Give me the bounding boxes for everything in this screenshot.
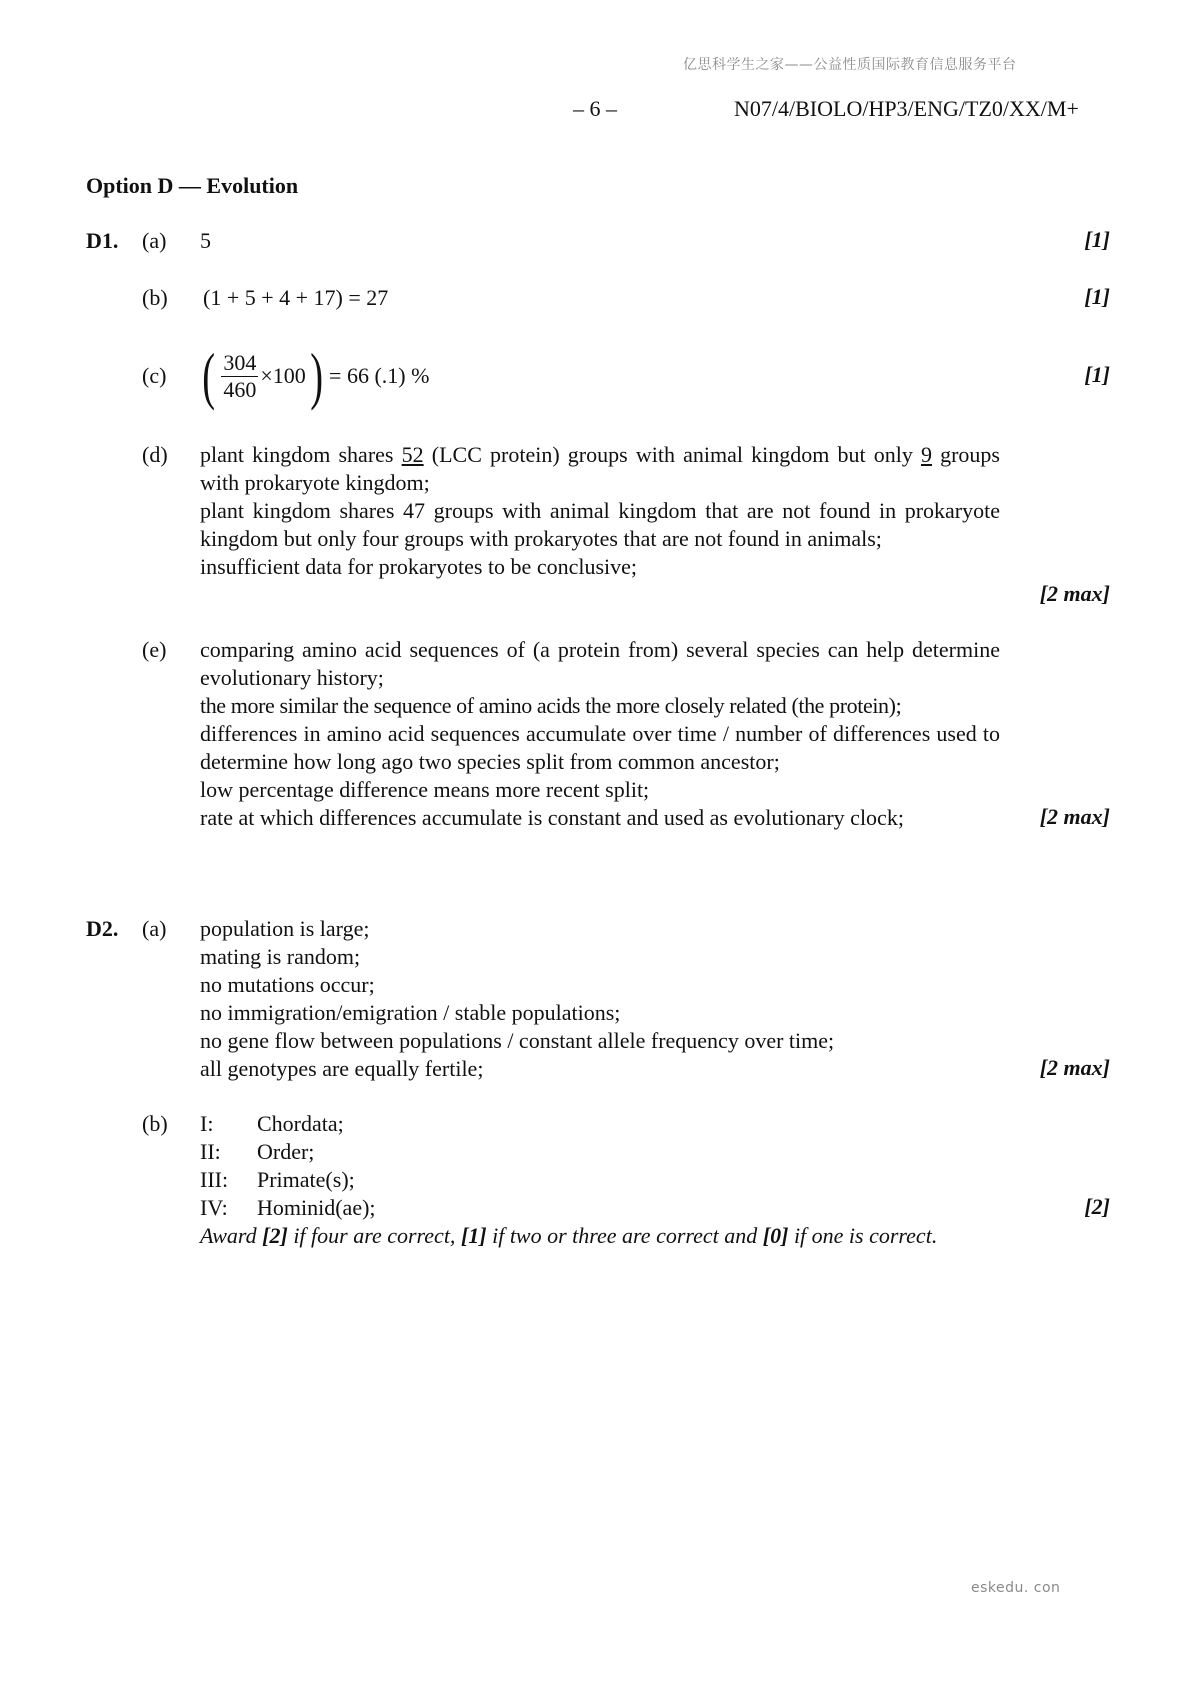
left-paren: ( bbox=[202, 340, 216, 411]
d1-e-point-4: low percentage difference means more recent split; bbox=[200, 777, 650, 802]
d1-b-answer: (1 + 5 + 4 + 17) = 27 bbox=[203, 285, 389, 310]
d2-b-item: I: Chordata; bbox=[200, 1111, 344, 1136]
footer-site: eskedu. con bbox=[971, 1580, 1061, 1596]
d1-d-point-2: plant kingdom shares 47 groups with animal kingdom that are not found in prokaryote kingdom but only four groups with prokaryotes that are not found in animals; bbox=[200, 498, 1000, 551]
d1-c-mark: [1] bbox=[1084, 362, 1110, 387]
paper-code: N07/4/BIOLO/HP3/ENG/TZ0/XX/M+ bbox=[734, 96, 1079, 121]
d1-c-formula bbox=[198, 342, 429, 410]
d1-c-label: (c) bbox=[142, 363, 167, 388]
d2-b-mark: [2] bbox=[1084, 1194, 1110, 1219]
d1-d-point-3: insufficient data for prokaryotes to be conclusive; bbox=[200, 554, 638, 579]
d1-e-point-1: comparing amino acid sequences of (a protein from) several species can help determine evolutionary history; bbox=[200, 637, 1000, 690]
d2-b-answer bbox=[200, 1110, 1000, 1250]
d1-d-answer bbox=[200, 441, 1000, 581]
d1-e-point-3: differences in amino acid sequences accumulate over time / number of differences used to determine how long ago two species split from common ancestor; bbox=[200, 721, 1000, 774]
d1-e-answer bbox=[200, 636, 1000, 832]
d1-b-mark: [1] bbox=[1084, 284, 1110, 309]
d2-b-item: II: Order; bbox=[200, 1139, 315, 1164]
d2-a-point: no immigration/emigration / stable populations; bbox=[200, 1000, 621, 1025]
d1-d-point-1: plant kingdom shares 52 (LCC protein) groups with animal kingdom but only 9 groups with prokaryote kingdom; bbox=[200, 442, 1000, 495]
d1-e-label: (e) bbox=[142, 637, 167, 662]
d1-a-label: (a) bbox=[142, 228, 167, 253]
d2-a-label: (a) bbox=[142, 916, 167, 941]
page-number: – 6 – bbox=[573, 96, 617, 121]
header-watermark: 亿思科学生之家——公益性质国际教育信息服务平台 bbox=[683, 57, 1017, 73]
d2-a-point: mating is random; bbox=[200, 944, 361, 969]
d2-a-point: population is large; bbox=[200, 916, 370, 941]
d1-d-label: (d) bbox=[142, 442, 168, 467]
question-d2-label: D2. bbox=[86, 916, 119, 941]
d1-e-point-5: rate at which differences accumulate is constant and used as evolutionary clock; bbox=[200, 805, 904, 830]
d1-a-answer: 5 bbox=[200, 228, 211, 253]
fraction-denominator: 460 bbox=[223, 376, 257, 402]
fraction-numerator: 304 bbox=[223, 349, 257, 375]
fraction bbox=[221, 350, 258, 403]
d2-a-answer bbox=[200, 915, 1000, 1083]
d2-b-label: (b) bbox=[142, 1111, 168, 1136]
d1-b-label: (b) bbox=[142, 285, 168, 310]
d2-a-point: no mutations occur; bbox=[200, 972, 375, 997]
d1-d-mark: [2 max] bbox=[1039, 581, 1110, 606]
d2-b-item: III: Primate(s); bbox=[200, 1167, 355, 1192]
section-title: Option D — Evolution bbox=[86, 173, 299, 198]
d1-c-result: = 66 (.1) % bbox=[329, 363, 430, 388]
d2-b-award-note: Award [2] if four are correct, [1] if two or three are correct and [0] if one is correct. bbox=[200, 1223, 938, 1248]
d2-a-mark: [2 max] bbox=[1039, 1055, 1110, 1080]
d2-a-point: no gene flow between populations / constant allele frequency over time; bbox=[200, 1028, 835, 1053]
fraction-multiplier: ×100 bbox=[260, 363, 306, 388]
d1-e-point-2: the more similar the sequence of amino acids the more closely related (the protein); bbox=[200, 693, 902, 718]
d2-a-point: all genotypes are equally fertile; bbox=[200, 1056, 484, 1081]
question-d1-label: D1. bbox=[86, 228, 119, 253]
d1-e-mark: [2 max] bbox=[1039, 804, 1110, 829]
d2-b-item: IV: Hominid(ae); bbox=[200, 1195, 376, 1220]
right-paren: ) bbox=[309, 340, 323, 411]
d1-a-mark: [1] bbox=[1084, 227, 1110, 252]
